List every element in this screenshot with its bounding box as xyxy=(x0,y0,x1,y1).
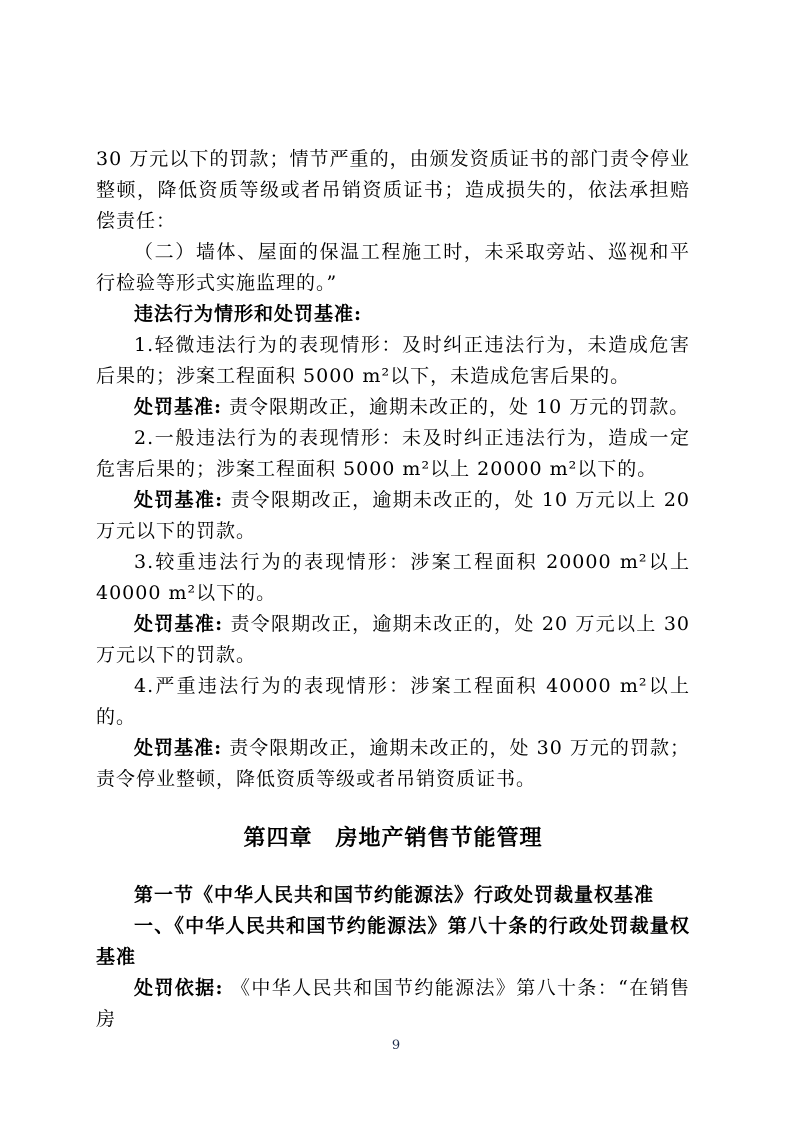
paragraph-item-two xyxy=(96,237,690,299)
penalty-standard-1 xyxy=(96,392,690,423)
paragraph-continuation xyxy=(96,144,690,237)
violation-standard-heading-segment-0: 违法行为情形和处罚基准: xyxy=(134,303,363,325)
penalty-standard-2-segment-0: 处罚基准: xyxy=(134,489,224,511)
penalty-standard-3 xyxy=(96,609,690,671)
chapter-heading xyxy=(96,821,690,856)
clause-heading-segment-0: 一、《中华人民共和国节约能源法》第八十条的行政处罚裁量权基准 xyxy=(96,915,690,968)
heavier-violation-paragraph xyxy=(96,547,690,609)
penalty-standard-3-segment-0: 处罚基准: xyxy=(134,613,224,635)
clause-heading xyxy=(96,911,690,973)
penalty-standard-2 xyxy=(96,485,690,547)
section-heading xyxy=(96,880,690,911)
heavier-violation-paragraph-segment-0: 3.较重违法行为的表现情形：涉案工程面积 20000 m²以上 40000 m²以下的。 xyxy=(96,551,690,604)
minor-violation-paragraph-segment-0: 1.轻微违法行为的表现情形：及时纠正违法行为，未造成危害后果的；涉案工程面积 5000 m²以下，未造成危害后果的。 xyxy=(96,334,690,387)
paragraph-continuation-segment-0: 30 万元以下的罚款；情节严重的，由颁发资质证书的部门责令停业整顿，降低资质等级或者吊销资质证书；造成损失的，依法承担赔偿责任： xyxy=(96,148,690,232)
document-body xyxy=(96,144,690,1035)
section-heading-segment-0: 第一节《中华人民共和国节约能源法》行政处罚裁量权基准 xyxy=(134,884,655,906)
severe-violation-paragraph xyxy=(96,671,690,733)
penalty-standard-3-segment-1: 责令限期改正，逾期未改正的，处 20 万元以上 30 万元以下的罚款。 xyxy=(96,613,691,666)
violation-standard-heading xyxy=(96,299,690,330)
general-violation-paragraph xyxy=(96,423,690,485)
penalty-standard-4-segment-1: 责令限期改正，逾期未改正的，处 30 万元的罚款；责令停业整顿，降低资质等级或者吊销资质证书。 xyxy=(96,737,691,790)
general-violation-paragraph-segment-0: 2.一般违法行为的表现情形：未及时纠正违法行为，造成一定危害后果的；涉案工程面积 5000 m²以上 20000 m²以下的。 xyxy=(96,427,690,480)
penalty-basis-paragraph xyxy=(96,973,690,1035)
page-number: 9 xyxy=(391,1038,401,1053)
severe-violation-paragraph-segment-0: 4.严重违法行为的表现情形：涉案工程面积 40000 m²以上的。 xyxy=(96,675,690,728)
penalty-standard-2-segment-1: 责令限期改正，逾期未改正的，处 10 万元以上 20 万元以下的罚款。 xyxy=(96,489,691,542)
minor-violation-paragraph xyxy=(96,330,690,392)
penalty-standard-4 xyxy=(96,733,690,795)
paragraph-item-two-segment-0: （二）墙体、屋面的保温工程施工时，未采取旁站、巡视和平行检验等形式实施监理的。” xyxy=(96,241,690,294)
penalty-standard-1-segment-0: 处罚基准: xyxy=(134,396,223,418)
penalty-standard-1-segment-1: 责令限期改正，逾期未改正的，处 10 万元的罚款。 xyxy=(222,396,690,418)
penalty-basis-paragraph-segment-1: 《中华人民共和国节约能源法》第八十条：“在销售房 xyxy=(96,977,690,1030)
page-footer xyxy=(0,1036,792,1056)
penalty-standard-4-segment-0: 处罚基准: xyxy=(134,737,223,759)
chapter-heading-segment-0: 第四章 房地产销售节能管理 xyxy=(243,825,543,851)
penalty-basis-paragraph-segment-0: 处罚依据: xyxy=(134,977,224,999)
